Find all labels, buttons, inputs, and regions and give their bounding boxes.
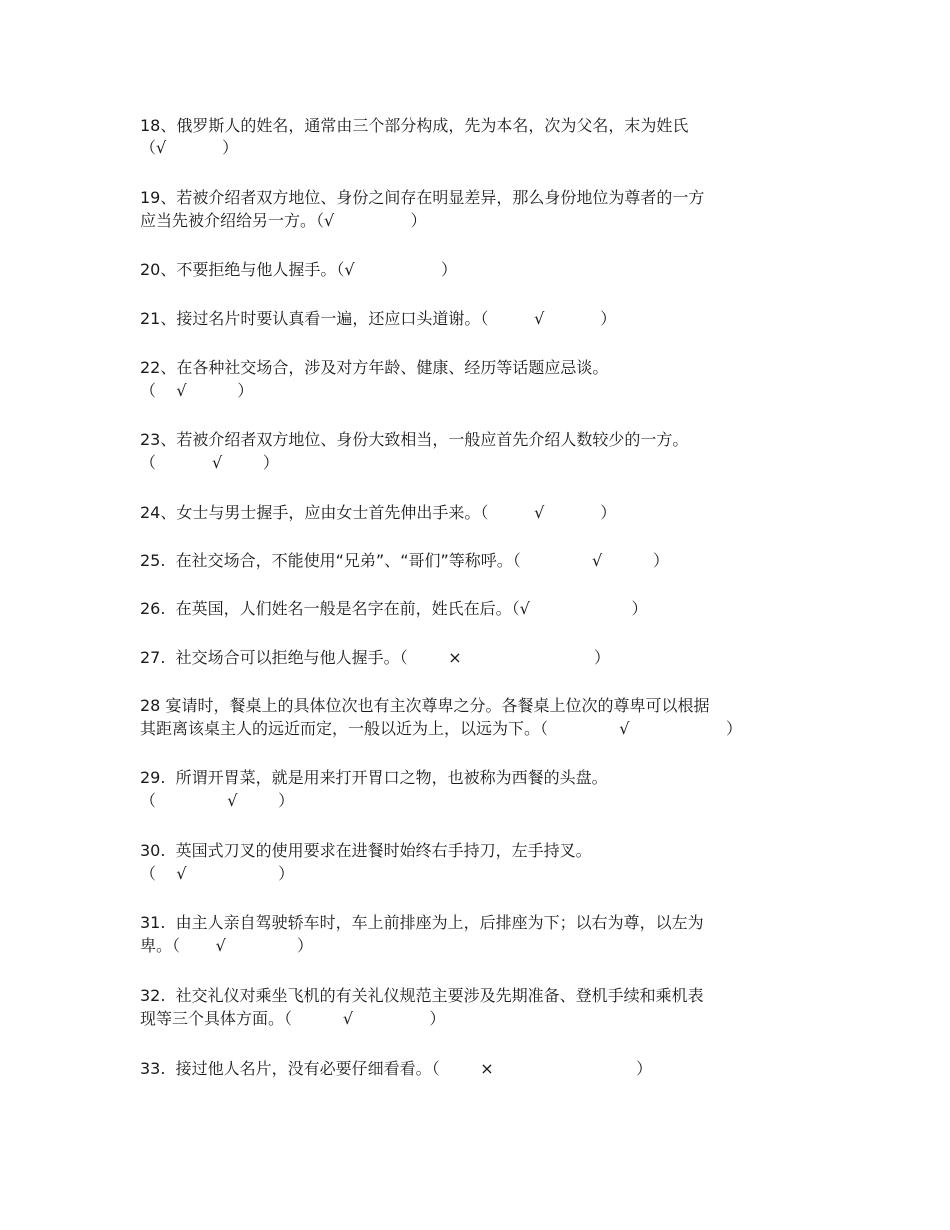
item-29-line-2: （ √ ）	[140, 791, 295, 810]
item-21-line-1: 21、接过名片时要认真看一遍，还应口头道谢。（ √ ）	[140, 309, 617, 328]
item-31-line-1: 31. 由主人亲自驾驶轿车时，车上前排座为上，后排座为下；以右为尊，以左为	[140, 913, 704, 932]
item-19-line-2: 应当先被介绍给另一方。（√ ）	[140, 211, 427, 230]
item-30-line-2: （ √ ）	[140, 864, 295, 883]
item-30-line-1: 30. 英国式刀叉的使用要求在进餐时始终右手持刀，左手持叉。	[140, 841, 592, 860]
item-18-line-1: 18、俄罗斯人的姓名，通常由三个部分构成，先为本名，次为父名，末为姓氏	[140, 116, 689, 135]
item-32-line-1: 32. 社交礼仪对乘坐飞机的有关礼仪规范主要涉及先期准备、登机手续和乘机表	[140, 986, 704, 1005]
item-20-line-1: 20、不要拒绝与他人握手。（√ ）	[140, 260, 458, 279]
item-29-line-1: 29. 所谓开胃菜，就是用来打开胃口之物，也被称为西餐的头盘。	[140, 768, 608, 787]
item-19-line-1: 19、若被介绍者双方地位、身份之间存在明显差异，那么身份地位为尊者的一方	[140, 188, 705, 207]
item-25-line-1: 25. 在社交场合，不能使用“兄弟”、“哥们”等称呼。（ √ ）	[140, 551, 670, 570]
item-27-line-1: 27. 社交场合可以拒绝与他人握手。（ × ）	[140, 648, 610, 667]
item-22-line-2: （ √ ）	[140, 381, 254, 400]
item-28-line-1: 28 宴请时，餐桌上的具体位次也有主次尊卑之分。各餐桌上位次的尊卑可以根据	[140, 696, 710, 715]
item-32-line-2: 现等三个具体方面。（ √ ）	[140, 1009, 446, 1028]
item-22-line-1: 22、在各种社交场合，涉及对方年龄、健康、经历等话题应忌谈。	[140, 358, 609, 377]
item-23-line-1: 23、若被介绍者双方地位、身份大致相当，一般应首先介绍人数较少的一方。	[140, 430, 689, 449]
item-23-line-2: （ √ ）	[140, 453, 279, 472]
item-18-line-2: （√ ）	[140, 138, 239, 157]
item-26-line-1: 26. 在英国，人们姓名一般是名字在前，姓氏在后。（√ ）	[140, 599, 648, 618]
item-24-line-1: 24、女士与男士握手，应由女士首先伸出手来。（ √ ）	[140, 503, 617, 522]
item-28-line-2: 其距离该桌主人的远近而定，一般以近为上，以远为下。（ √ ）	[140, 719, 743, 738]
item-33-line-1: 33. 接过他人名片，没有必要仔细看看。（ × ）	[140, 1059, 653, 1078]
item-31-line-2: 卑。（ √ ）	[140, 936, 314, 955]
